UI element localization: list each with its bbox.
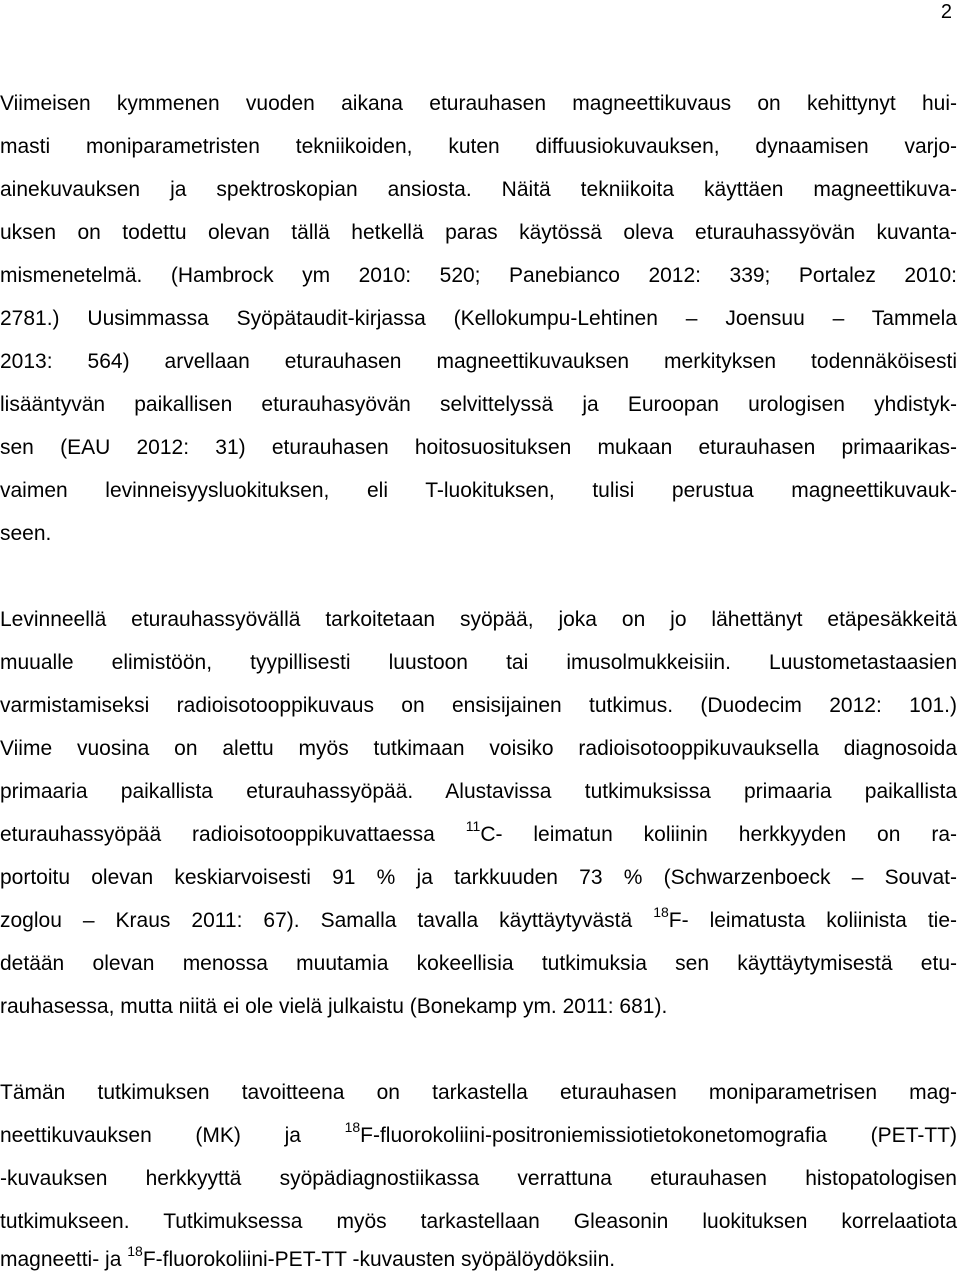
text-line: masti moniparametristen tekniikoiden, kuten diffuusiokuvauksen, dynaamisen varjo- (0, 135, 957, 158)
text-line: muualle elimistöön, tyypillisesti luustoon tai imusolmukkeisiin. Luustometastaasien (0, 651, 957, 674)
text-segment: F- leimatusta koliinista tie- (668, 909, 957, 932)
text-line: tutkimukseen. Tutkimuksessa myös tarkastellaan Gleasonin luokituksen korrelaatiota (0, 1210, 957, 1233)
text-line: ainekuvauksen ja spektroskopian ansiosta. Näitä tekniikoita käyttäen magneettikuva- (0, 178, 957, 201)
text-line: uksen on todettu olevan tällä hetkellä paras käytössä oleva eturauhassyövän kuvanta- (0, 221, 957, 244)
superscript: 18 (653, 904, 669, 920)
text-line (0, 1119, 957, 1150)
text-line: 2013: 564) arvellaan eturauhasen magneettikuvauksen merkityksen todennäköisesti (0, 350, 957, 373)
text-line: Tämän tutkimuksen tavoitteena on tarkastella eturauhasen moniparametrisen mag- (0, 1081, 957, 1104)
text-line: Levinneellä eturauhassyövällä tarkoitetaan syöpää, joka on jo lähettänyt etäpesäkkeitä (0, 608, 957, 631)
superscript: 18 (344, 1119, 361, 1135)
text-line: vaimen levinneisyysluokituksen, eli T-luokituksen, tulisi perustua magneettikuvauk- (0, 479, 957, 502)
text-line (0, 1243, 957, 1274)
text-segment: F-fluorokoliini-positroniemissiotietokonetomografia (PET-TT) (360, 1124, 957, 1147)
page-number: 2 (940, 1, 952, 23)
text-segment: neettikuvauksen (MK) ja (0, 1124, 345, 1147)
text-line: rauhasessa, mutta niitä ei ole vielä julkaistu (Bonekamp ym. 2011: 681). (0, 995, 668, 1018)
text-segment: magneetti- ja (0, 1248, 128, 1271)
text-line: primaaria paikallista eturauhassyöpää. Alustavissa tutkimuksissa primaaria paikallista (0, 780, 957, 803)
text-line: seen. (0, 522, 52, 545)
text-segment: C- leimatun koliinin herkkyyden on ra- (480, 823, 957, 846)
text-line: Viimeisen kymmenen vuoden aikana eturauhasen magneettikuvaus on kehittynyt hui- (0, 92, 957, 115)
text-line: lisääntyvän paikallisen eturauhasyövän selvittelyssä ja Euroopan urologisen yhdistyk- (0, 393, 957, 416)
text-line: mismenetelmä. (Hambrock ym 2010: 520; Panebianco 2012: 339; Portalez 2010: (0, 264, 957, 287)
text-line: Viime vuosina on alettu myös tutkimaan voisiko radioisotooppikuvauksella diagnosoida (0, 737, 957, 760)
text-segment: F-fluorokoliini-PET-TT -kuvausten syöpälöydöksiin. (142, 1248, 616, 1271)
text-line: -kuvauksen herkkyyttä syöpädiagnostiikassa verrattuna eturauhasen histopatologisen (0, 1167, 957, 1190)
text-line: varmistamiseksi radioisotooppikuvaus on ensisijainen tutkimus. (Duodecim 2012: 101.) (0, 694, 957, 717)
text-line: detään olevan menossa muutamia kokeellisia tutkimuksia sen käyttäytymisestä etu- (0, 952, 957, 975)
text-line (0, 818, 957, 849)
superscript: 18 (127, 1243, 143, 1259)
text-line: sen (EAU 2012: 31) eturauhasen hoitosuosituksen mukaan eturauhasen primaarikas- (0, 436, 957, 459)
text-line: 2781.) Uusimmassa Syöpätaudit-kirjassa (Kellokumpu-Lehtinen – Joensuu – Tammela (0, 307, 957, 330)
text-line (0, 904, 957, 935)
text-segment: zoglou – Kraus 2011: 67). Samalla tavalla käyttäytyvästä (0, 909, 654, 932)
text-line: portoitu olevan keskiarvoisesti 91 % ja tarkkuuden 73 % (Schwarzenboeck – Souvat- (0, 866, 957, 889)
text-segment: eturauhassyöpää radioisotooppikuvattaessa (0, 823, 466, 846)
superscript: 11 (465, 818, 481, 834)
